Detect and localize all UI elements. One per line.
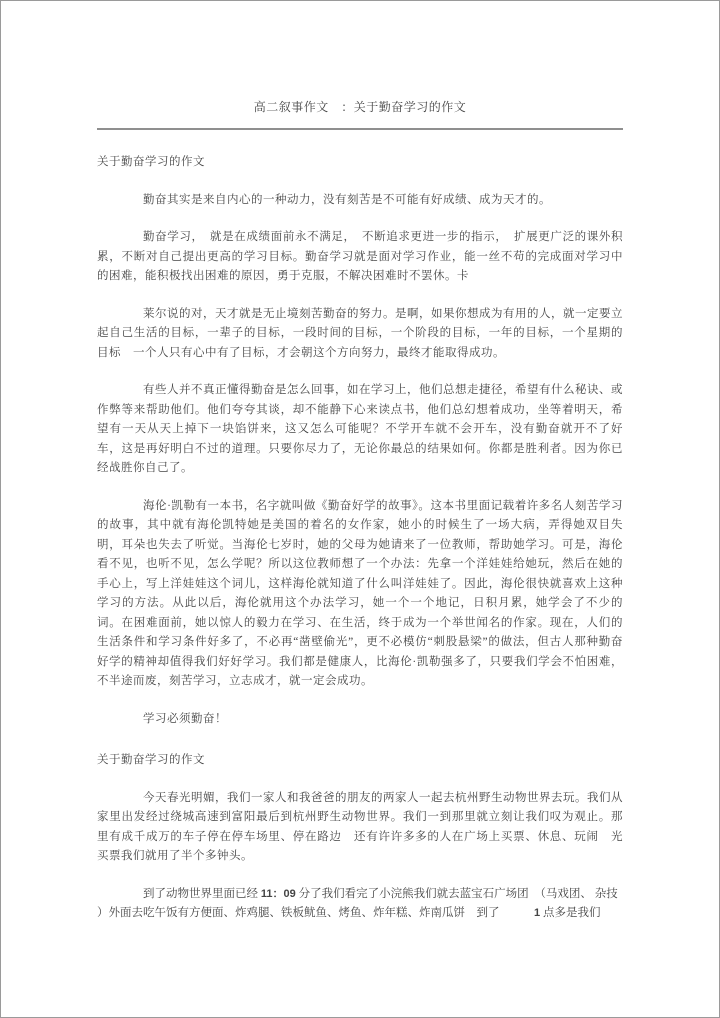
hour-line-lead: ）外面去吃午饭有方便面、炸鸡腿、铁板鱿鱼、烤鱼、炸年糕、炸南瓜饼 到了 — [97, 907, 534, 919]
essay2-heading: 关于勤奋学习的作文 — [97, 754, 205, 766]
essay1-paragraph-1: 勤奋其实是来自内心的一种动力，没有刻苦是不可能有好成绩、成为天才的。 — [143, 193, 551, 206]
essay1-paragraph-4: 有些人并不真正懂得勤奋是怎么回事，如在学习上，他们总想走捷径，希望有什么秘诀、或作弊等来帮助他们。他们夸夸其谈，却不能静下心来读点书，他们总幻想着成功，坐等着明天，希望有一天从天上掉下一块馅饼来，这又怎么可能呢？不学开车就不会开车，没有勤奋就开不了好车，这是再好明白不过的道理。只要你尽力了，无论你最总的结果如何。你都是胜利者。因为你已经战胜你自己了。 — [97, 384, 623, 474]
time-paragraph-line-2 — [97, 904, 623, 924]
hour-value: 1 — [534, 907, 541, 919]
time-line-lead: 到了动物世界里面已经 — [143, 887, 261, 900]
document-title: 高二叙事作文 ：关于勤奋学习的作文 — [253, 100, 467, 114]
time-value: 11：09 — [260, 887, 296, 900]
essay1-paragraph-5: 海伦·凯勒有一本书，名字就叫做《勤奋好学的故事》。这本书里面记载着许多名人刻苦学习的故事，其中就有海伦凯特她是美国的着名的女作家，她小的时候生了一场大病，弄得她双目失明，耳朵也失去了听觉。当海伦七岁时，她的父母为她请来了一位教师，帮助她学习。可是，海伦看不见，也听不见，怎么学呢？所以这位教师想了一个办法：先拿一个洋娃娃给她玩，然后在她的手心上，写上洋娃娃这个词儿，这样海伦就知道了什么叫洋娃娃了。因此，海伦很快就喜欢上这种学习的方法。从此以后，海伦就用这个办法学习，她一个一个地记，日积月累，她学会了不少的词。在困难面前，她以惊人的毅力在学习、在生活，终于成为一个举世闻名的作家。现在，人们的生活条件和学习条件好多了，不必再“凿壁偷光”，更不必模仿“刺股悬梁”的做法，但古人那种勤奋好学的精神却值得我们好好学习。我们都是健康人，比海伦·凯勒强多了，只要我们学会不怕困难，不半途而废，刻苦学习，立志成才，就一定会成功。 — [97, 499, 623, 687]
essay2-paragraph-1: 今天春光明媚，我们一家人和我爸爸的朋友的两家人一起去杭州野生动物世界去玩。我们从家里出发经过绕城高速到富阳最后到杭州野生动物世界。我们一到那里就立刻让我们叹为观止。那里有成千成万的车子停在停车场里、停在路边 还有许许多多的人在广场上买票、休息、玩闹 光买票我们就用了半个多钟头。 — [97, 791, 623, 862]
time-paragraph-line-1 — [97, 885, 623, 905]
hour-line-tail: 点多是我们 — [540, 907, 601, 919]
essay1-heading: 关于勤奋学习的作文 — [97, 156, 205, 168]
essay2-time-paragraph — [97, 885, 623, 924]
essay1-closing: 学习必须勤奋！ — [143, 712, 227, 725]
page-content — [1, 1, 719, 924]
essay1-paragraph-3: 莱尔说的对，天才就是无止境刻苦勤奋的努力。是啊，如果你想成为有用的人，就一定要立起自己生活的目标，一辈子的目标，一段时间的目标，一个阶段的目标，一年的目标，一个星期的目标 一个人只有心中有了目标，才会朝这个方向努力，最终才能取得成功。 — [97, 307, 623, 359]
essay1-paragraph-2: 勤奋学习， 就是在成绩面前永不满足， 不断追求更进一步的指示， 扩展更广泛的课外积累，不断对自己提出更高的学习目标。勤奋学习就是面对学习作业，能一丝不苟的完成面对学习中的困难，能积极找出困难的原因，勇于克服，不解决困难时不罢休。卡 — [97, 231, 623, 282]
time-line-tail: 分了我们看完了小浣熊我们就去蓝宝石广场团 （马戏团、 杂技 — [295, 887, 618, 900]
title-divider — [97, 128, 623, 130]
